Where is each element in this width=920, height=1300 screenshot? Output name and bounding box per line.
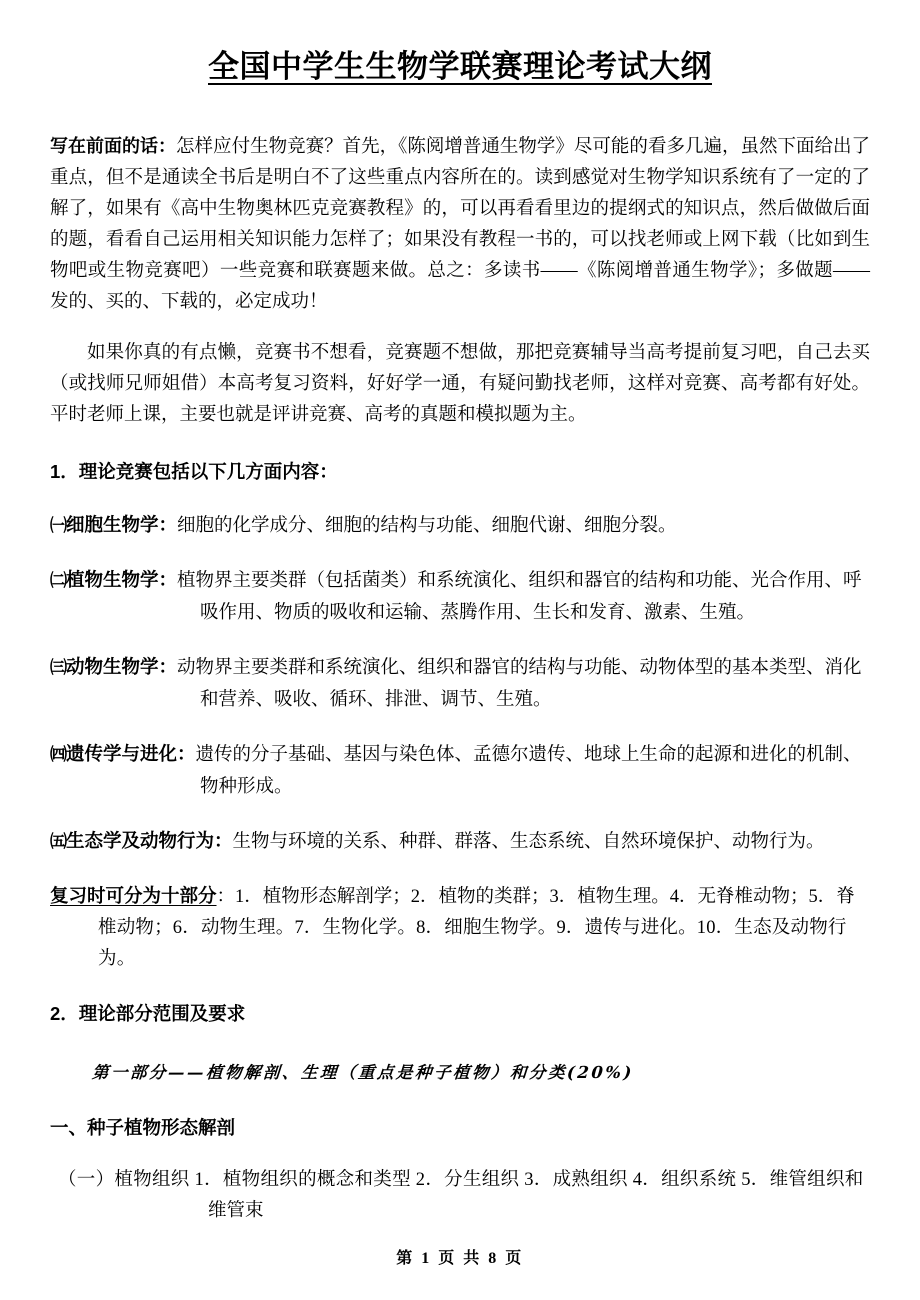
topic-colon: ： [214, 829, 233, 851]
topic-colon: ： [177, 742, 196, 764]
preface-lead-label: 写在前面的话： [50, 135, 177, 156]
topic-item-3 [50, 651, 870, 716]
topic-item-2 [50, 564, 870, 629]
topic-name: 动物生物学 [66, 655, 159, 677]
topic-item-4 [50, 738, 870, 803]
topic-number: ㈤ [50, 831, 66, 851]
topic-number: ㈠ [50, 515, 66, 535]
topic-body: 生物与环境的关系、种群、群落、生态系统、自然环境保护、动物行为。 [232, 831, 825, 852]
part-one-banner: 第一部分——植物解剖、生理（重点是种子植物）和分类(20%) [91, 1062, 635, 1082]
topic-name: 生态学及动物行为 [66, 829, 215, 851]
topic-colon: ： [158, 655, 178, 677]
review-line-1: 1．植物形态解剖学；2．植物的类群；3．植物生理。4．无脊椎动物；5．脊 [235, 886, 855, 907]
topic-body-line2: 和营养、吸收、循环、排泄、调节、生殖。 [200, 689, 552, 710]
preface-paragraph-1 [50, 131, 870, 318]
detail-list [50, 1165, 870, 1227]
topic-colon: ： [158, 568, 178, 590]
page-footer: 第 1 页 共 8 页 [396, 1250, 524, 1267]
topic-body: 遗传的分子基础、基因与染色体、孟德尔遗传、地球上生命的起源和进化的机制、 [195, 744, 862, 765]
topic-item-1 [50, 509, 870, 542]
topic-name: 细胞生物学 [66, 513, 159, 535]
topic-item-5 [50, 825, 870, 858]
topic-body-line2: 物种形成。 [200, 776, 293, 797]
review-line-2: 椎动物；6．动物生理。7．生物化学。8．细胞生物学。9．遗传与进化。10．生态及动物行为。 [98, 917, 847, 969]
topic-body: 动物界主要类群和系统演化、组织和器官的结构与功能、动物体型的基本类型、消化 [177, 657, 862, 678]
preface-body-text: 怎样应付生物竞赛？首先，《陈阅增普通生物学》尽可能的看多几遍，虽然下面给出了重点，但不是通读全书后是明白不了这些重点内容所在的。读到感觉对生物学知识系统有了一定的了解了，如果有《高中生物奥林匹克竞赛教程》的，可以再看看里边的提纲式的知识点，然后做做后面的题，看看自己运用相关知识能力怎样了；如果没有教程一书的，可以找老师或上网下载（比如到生物吧或生物竞赛吧）一些竞赛和联赛题来做。总之：多读书——《陈阅增普通生物学》；多做题——发的、买的、下载的，必定成功！ [50, 136, 870, 312]
review-breakdown [50, 880, 870, 975]
detail-line-1: （一）植物组织 1．植物组织的概念和类型 2．分生组织 3．成熟组织 4．组织系统 5．维管组织和 [58, 1169, 864, 1190]
topic-number: ㈢ [50, 657, 66, 677]
detail-line-2: 维管束 [208, 1200, 264, 1221]
preface-paragraph-2: 如果你真的有点懒，竞赛书不想看，竞赛题不想做，那把竞赛辅导当高考提前复习吧，自己去买（或找师兄师姐借）本高考复习资料，好好学一通，有疑问勤找老师，这样对竞赛、高考都有好处。平时老师上课，主要也就是评讲竞赛、高考的真题和模拟题为主。 [50, 342, 870, 425]
section-2-heading: 2．理论部分范围及要求 [50, 1002, 246, 1024]
topic-number: ㈡ [50, 570, 66, 590]
section-1-heading: 1．理论竞赛包括以下几方面内容： [50, 460, 338, 482]
review-colon: ： [216, 886, 236, 907]
topic-body-line2: 吸作用、物质的吸收和运输、蒸腾作用、生长和发育、激素、生殖。 [200, 602, 756, 623]
review-lead-label: 复习时可分为十部分 [50, 884, 217, 906]
topic-number: ㈣ [50, 744, 66, 764]
chapter-heading: 一、种子植物形态解剖 [50, 1116, 236, 1138]
topic-body: 植物界主要类群（包括菌类）和系统演化、组织和器官的结构和功能、光合作用、呼 [177, 570, 862, 591]
topic-colon: ： [158, 513, 178, 535]
page-title: 全国中学生生物学联赛理论考试大纲 [208, 49, 712, 84]
topic-body: 细胞的化学成分、细胞的结构与功能、细胞代谢、细胞分裂。 [177, 515, 677, 536]
topic-name: 遗传学与进化 [66, 742, 178, 764]
topic-name: 植物生物学 [66, 568, 159, 590]
